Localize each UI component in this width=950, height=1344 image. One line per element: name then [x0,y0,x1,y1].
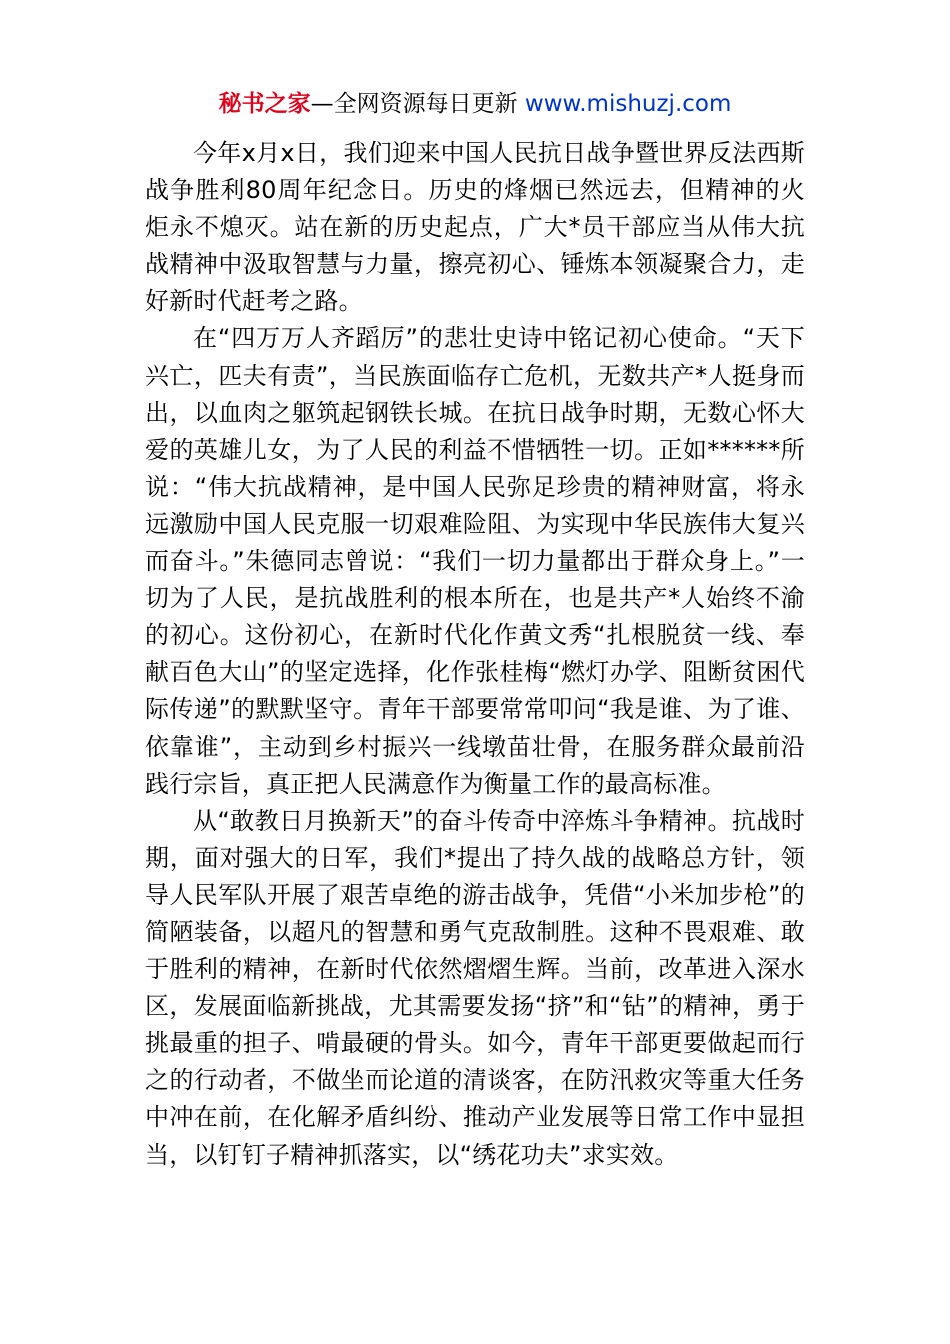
paragraph-mission: 在“四万万人齐蹈厉”的悲壮史诗中铭记初心使命。“天下兴亡，匹夫有责”，当民族面临存亡危机，无数共产*人挺身而出，以血肉之躯筑起钢铁长城。在抗日战争时期，无数心怀大爱的英雄儿女，为了人民的利益不惜牺牲一切。正如******所说：“伟大抗战精神，是中国人民弥足珍贵的精神财富，将永远激励中国人民克服一切艰难险阻、为实现中华民族伟大复兴而奋斗。”朱德同志曾说：“我们一切力量都出于群众身上。”一切为了人民，是抗战胜利的根本所在，也是共产*人始终不渝的初心。这份初心，在新时代化作黄文秀“扎根脱贫一线、奉献百色大山”的坚定选择，化作张桂梅“燃灯办学、阻断贫困代际传递”的默默坚守。青年干部要常常叩问“我是谁、为了谁、依靠谁”，主动到乡村振兴一线墩苗壮骨，在服务群众最前沿践行宗旨，真正把人民满意作为衡量工作的最高标准。 [145,324,805,798]
site-url-link[interactable]: www.mishuzj.com [524,91,732,117]
site-brand: 秘书之家 [218,91,311,117]
paragraph-intro: 今年x月x日，我们迎来中国人民抗日战争暨世界反法西斯战争胜利80周年纪念日。历史的烽烟已然远去，但精神的火炬永不熄灭。站在新的历史起点，广大*员干部应当从伟大抗战精神中汲取智慧与力量，擦亮初心、锤炼本领凝聚合力，走好新时代赶考之路。 [145,139,805,316]
document-body [145,135,805,1174]
paragraph-struggle: 从“敢教日月换新天”的奋斗传奇中淬炼斗争精神。抗战时期，面对强大的日军，我们*提出了持久战的战略总方针，领导人民军队开展了艰苦卓绝的游击战争，凭借“小米加步枪”的简陋装备，以超凡的智慧和勇气克敌制胜。这种不畏艰难、敢于胜利的精神，在新时代依然熠熠生辉。当前，改革进入深水区，发展面临新挑战，尤其需要发扬“挤”和“钻”的精神，勇于挑最重的担子、啃最硬的骨头。如今，青年干部更要做起而行之的行动者，不做坐而论道的清谈客，在防汛救灾等重大任务中冲在前，在化解矛盾纠纷、推动产业发展等日常工作中显担当，以钉钉子精神抓落实，以“绣花功夫”求实效。 [145,806,805,1169]
site-tagline: —全网资源每日更新 [310,91,525,117]
site-header [0,88,950,120]
